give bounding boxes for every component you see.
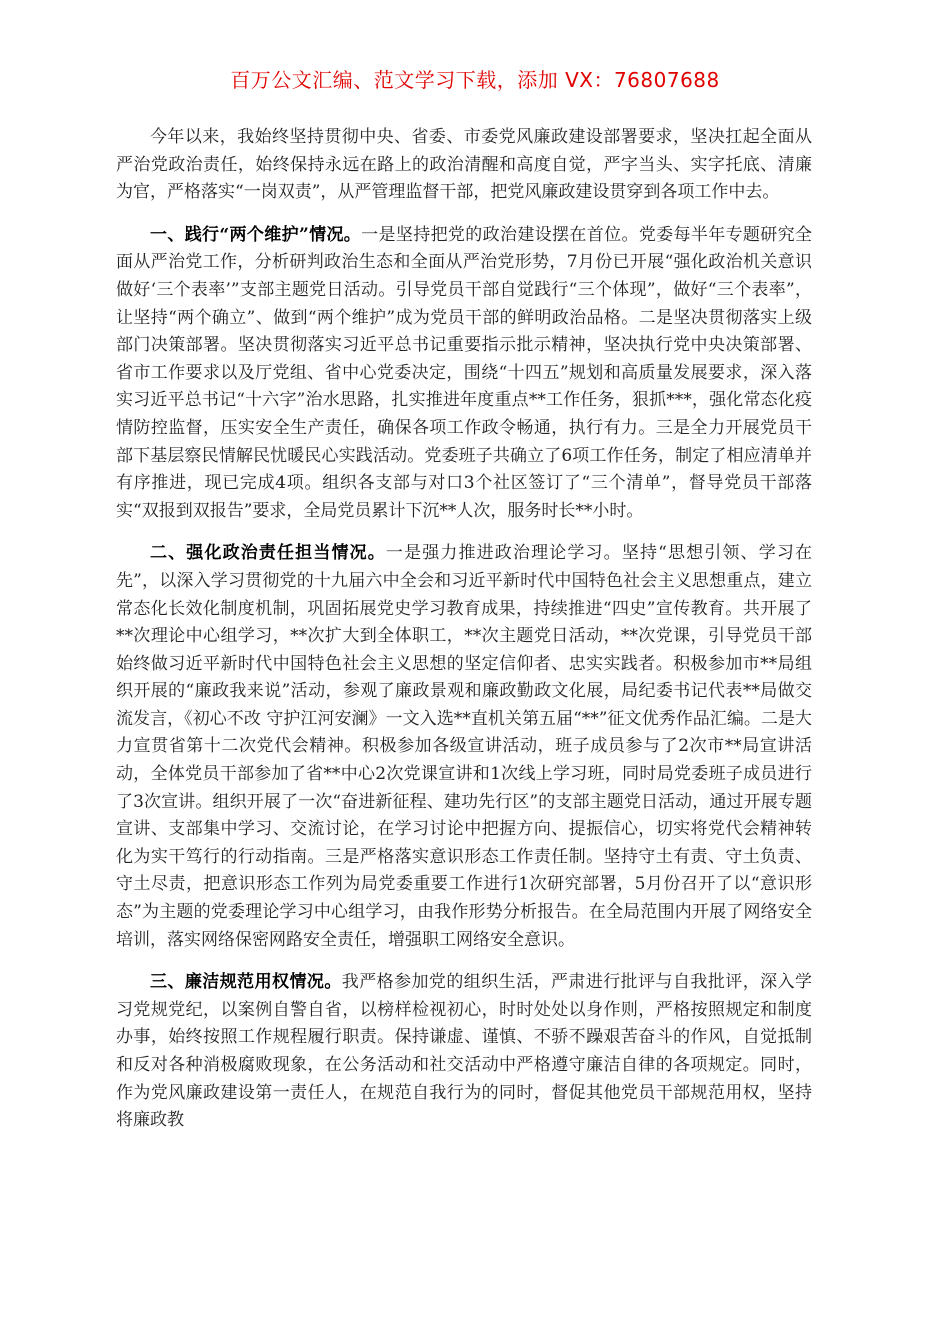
section-paragraph-3 bbox=[116, 969, 812, 1135]
section-heading-2: 二、强化政治责任担当情况。 bbox=[150, 543, 386, 564]
section-paragraph-2 bbox=[116, 540, 812, 954]
intro-paragraph: 今年以来，我始终坚持贯彻中央、省委、市委党风廉政建设部署要求，坚决扛起全面从严治党政治责任，始终保持永远在路上的政治清醒和高度自觉，严字当头、实字托底、清廉为官，严格落实“一岗双责”，从严管理监督干部，把党风廉政建设贯穿到各项工作中去。 bbox=[116, 127, 812, 203]
document-body bbox=[116, 124, 812, 1150]
watermark-banner: 百万公文汇编、范文学习下载，添加 VX：76807688 bbox=[230, 68, 720, 92]
section-paragraph-1 bbox=[116, 222, 812, 526]
section-text-2: 一是强力推进政治理论学习。坚持“思想引领、学习在先”，以深入学习贯彻党的十九届六中全会和习近平新时代中国特色社会主义思想重点，建立常态化长效化制度机制，巩固拓展党史学习教育成果，持续推进“四史”宣传教育。共开展了**次理论中心组学习，**次扩大到全体职工，**次主题党日活动，**次党课，引导党员干部始终做习近平新时代中国特色社会主义思想的坚定信仰者、忠实实践者。积极参加市**局组织开展的“廉政我来说”活动，参观了廉政景观和廉政勤政文化展，局纪委书记代表**局做交流发言，《初心不改 守护江河安澜》一文入选**直机关第五届“**”征文优秀作品汇编。二是大力宣贯省第十二次党代会精神。积极参加各级宣讲活动，班子成员参与了2次市**局宣讲活动，全体党员干部参加了省**中心2次党课宣讲和1次线上学习班，同时局党委班子成员进行了3次宣讲。组织开展了一次“奋进新征程、建功先行区”的支部主题党日活动，通过开展专题宣讲、支部集中学习、交流讨论，在学习讨论中把握方向、提振信心，切实将党代会精神转化为实干笃行的行动指南。三是严格落实意识形态工作责任制。坚持守土有责、守土负责、守土尽责，把意识形态工作列为局党委重要工作进行1次研究部署，5月份召开了以“意识形态”为主题的党委理论学习中心组学习，由我作形势分析报告。在全局范围内开展了网络安全培训，落实网络保密网路安全责任，增强职工网络安全意识。 bbox=[116, 543, 812, 950]
section-text-3: 我严格参加党的组织生活，严肃进行批评与自我批评，深入学习党规党纪，以案例自警自省，以榜样检视初心，时时处处以身作则，严格按照规定和制度办事，始终按照工作规程履行职责。保持谦虚、谨慎、不骄不躁艰苦奋斗的作风，自觉抵制和反对各种消极腐败现象，在公务活动和社交活动中严格遵守廉洁自律的各项规定。同时，作为党风廉政建设第一责任人，在规范自我行为的同时，督促其他党员干部规范用权，坚持将廉政教 bbox=[116, 972, 813, 1131]
section-heading-1: 一、践行“两个维护”情况。 bbox=[150, 224, 362, 245]
section-heading-3: 三、廉洁规范用权情况。 bbox=[150, 972, 342, 993]
section-text-1: 一是坚持把党的政治建设摆在首位。党委每半年专题研究全面从严治党工作，分析研判政治生态和全面从严治党形势，7月份已开展“强化政治机关意识 做好‘三个表率’”支部主题党日活动。引导党员干部自觉践行“三个体现”，做好“三个表率”，让坚持“两个确立”、做到“两个维护”成为党员干部的鲜明政治品格。二是坚决贯彻落实上级部门决策部署。坚决贯彻落实习近平总书记重要指示批示精神，坚决执行党中央决策部署、省市工作要求以及厅党组、省中心党委决定，围绕“十四五”规划和高质量发展要求，深入落实习近平总书记“十六字”治水思路，扎实推进年度重点**工作任务，狠抓***，强化常态化疫情防控监督，压实安全生产责任，确保各项工作政令畅通，执行有力。三是全力开展党员干部下基层察民情解民忧暖民心实践活动。党委班子共确立了6项工作任务，制定了相应清单并有序推进，现已完成4项。组织各支部与对口3个社区签订了“三个清单”，督导党员干部落实“双报到双报告”要求，全局党员累计下沉**人次，服务时长**小时。 bbox=[116, 224, 812, 521]
